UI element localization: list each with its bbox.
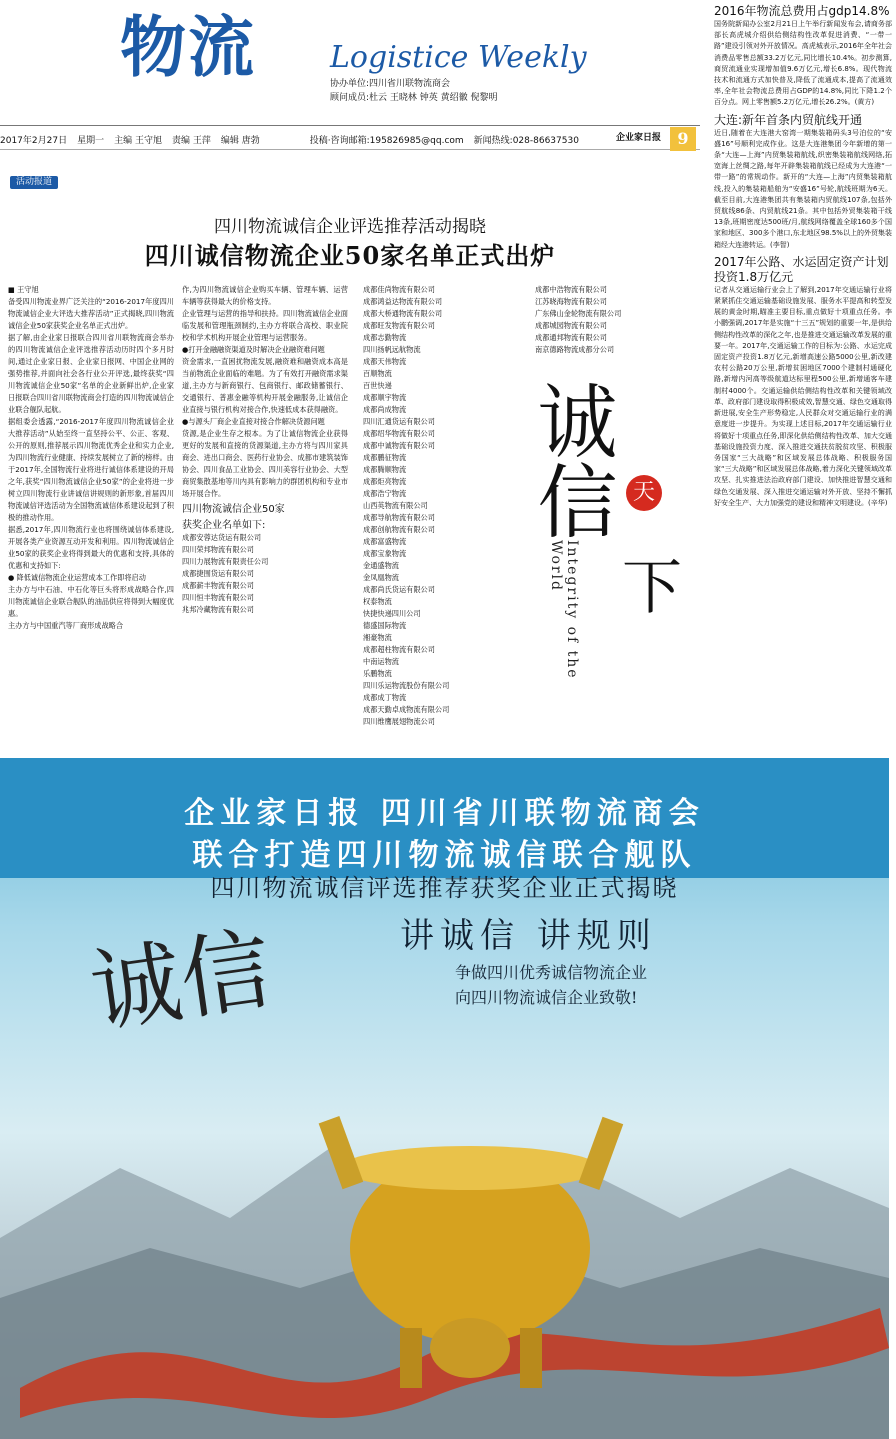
chief-editor: 主编 王守旭 [114, 136, 162, 146]
company-name: 成都大桥通物流有限公司 [363, 309, 443, 318]
company-name: 百世快递 [363, 381, 392, 390]
company-name: 成都城园物流有限公司 [535, 321, 607, 330]
page-number: 9 [670, 127, 696, 151]
company-list-b [363, 284, 473, 740]
calligraphy-chars: 诚信 [524, 380, 617, 540]
company-name: 成都绍华物流有限公司 [363, 429, 435, 438]
company-name: 成都安蓉达货运有限公司 [182, 533, 262, 542]
company-name: 成都创航物流有限公司 [363, 525, 435, 534]
company-name: 成都天伟物流 [363, 357, 407, 366]
article-headline: 四川诚信物流企业50家名单正式出炉 [144, 241, 556, 270]
company-name: 成都超柱物流有限公司 [363, 645, 435, 654]
news-body: 记者从交通运输行业会上了解到,2017年交通运输行业将紧紧抓住交通运输基础设施发展、服务水平提高和转型发展的黄金时期,瞄准主要目标,重点做好十项重点任务。李小鹏强调,2017年是实施“十三五”规划的重要一年,是供给侧结构性改革的深化之年,也是推进交通运输改革发展的重要一年。2017年,交通运输工作的目标为:公路、水运完成固定资产投资1.8万亿元,新增高速公路5000公里,新改建农村公路20万公里,新增贫困地区7000个建制村通硬化路,新增内河高等级航道达标里程500公里,新增通客车建制村4000个。交通运输供给侧结构性改革和关键领域改革、政府部门建设取得积极成效,智慧交通、绿色交通取得新进展,安全生产形势稳定,人民群众对交通运输行业的满意度进一步提升。为实现上述目标,2017年交通运输行业将做好十项重点任务,即深化供给侧结构性改革、加大交通基础设施投资力度、深入推进交通扶贫脱贫攻坚、积极服务国家“三大战略”和区域发展总体战略、积极服务国家“三大战略”和区域发展总体战略,着力深化关键领域改革攻坚、扎实推进法治政府部门建设、加快推进智慧交通和绿色交通发展、深入推进交通运输对外开放、坚持不懈抓好安全生产、大力加强党的建设和精神文明建设。(辛华) [714, 285, 892, 507]
company-name: 成都旺发物流有限公司 [363, 321, 435, 330]
company-name: 成都佳尚物流有限公司 [363, 285, 435, 294]
paragraph: 资金需求,一直困扰物流发展,融资难和融资成本高是当前物流企业面临的难题。为了有效打开融资需求渠道,主办方与新商银行、包商银行、邮政储蓄银行、交通银行、普惠金融等机构开展金融服务,让诚信企业直接与银行机构对接合作,快速低成本获得融资。 [182, 357, 348, 414]
byline: ■ 王守旭 [8, 285, 39, 294]
company-name: 成都薪丰物流有限公司 [182, 581, 254, 590]
paragraph: 据组委会透露,“2016-2017年度四川物流诚信企业大推荐活动”从始至终一直坚持公平、公正、客观、公开的原则,推荐展示四川物流优秀企业和实力企业,为四川物流行业健康、持续发展树立了新的榜样。由于2017年,全国物流行业将进行诚信体系建设的开局之年,获奖“四川物流诚信企业50家”的企业将进一步树立四川物流行业讲诚信讲规则的新形象,首届四川物流诚信评选活动为全国物流诚信体系建设起到了积极的推动作用。 [8, 417, 174, 522]
company-name: 四川扬帆远航物流 [363, 345, 421, 354]
dateline-bar [0, 130, 700, 150]
company-name: 成都中浩物流有限公司 [535, 285, 607, 294]
news-body: 国务院新闻办公室2月21日上午举行新闻发布会,请商务部部长高虎城介绍供给侧结构性改革促进消费、“一带一路”建设引领对外开放情况。高虎城表示,2016年全年社会消费品零售总额33.2万亿元,同比增长10.4%。初步测算,商贸流通业实现增加值9.6万亿元,增长6.8%。现代物流技术和流通方式加快普及,降低了流通成本,提高了流通效率,全年社会物流总费用占GDP的14.8%,同比下降1.2个百分点。网上零售额5.2万亿元,增长26.2%。(黄方) [714, 20, 892, 107]
company-name: 百顺物流 [363, 369, 392, 378]
masthead [0, 0, 700, 126]
news-body: 近日,随着在大连港大窑湾一期集装箱码头3号泊位的“安盛16”号顺利完成作业。这是大连港集团今年新增的第一条“大连—上海”内贸集装箱航线,织密集装箱航线网络,拓宽海上丝绸之路,每年开辟集装箱航线已经成为大连港“一带一路”的常规动作。新开的“大连—上海”内贸集装箱航线,投入的集装箱船舶为“安盛16”号轮,航线班期为6天。截至目前,大连港集团共有集装箱内贸航线107条,包括外贸航线86条、内贸航线21条。其中包括外贸集装箱干线13条,班期密度达500班/月,航线网络覆盖全球160多个国家和地区、300多个港口,东北地区98.5%以上的外贸集装箱经大连港转运。(李智) [714, 128, 892, 249]
company-name: 兆邦冷藏物流有限公司 [182, 605, 254, 614]
paragraph: 作,为四川物流诚信企业购买车辆、管理车辆、运营车辆等获得最大的价格支持。 [182, 285, 348, 306]
integrity-english: Integrity of the World [548, 540, 580, 680]
company-name: 山西英物流有限公司 [363, 501, 428, 510]
company-name: 快捷快递四川公司 [363, 609, 421, 618]
banner-line-6: 向四川物流诚信企业致敬! [455, 988, 638, 1007]
masthead-sponsor: 协办单位:四川省川联物流商会 [330, 79, 451, 89]
company-name: 成都尚氏货运有限公司 [363, 585, 435, 594]
paragraph: 企业管理与运营的指导和扶持。四川物流诚信企业面临发展和管理瓶颈制约,主办方将联合高校、职业院校和学术机构开展企业管理与运营服务。 [182, 309, 348, 342]
banner-line-2: 联合打造四川物流诚信联合舰队 [192, 838, 697, 873]
company-name: 乐鹏物流 [363, 669, 392, 678]
banner-line-5: 争做四川优秀诚信物流企业 [455, 963, 648, 982]
company-name: 江苏晓海物流有限公司 [535, 297, 607, 306]
company-name: 成都中诚物流有限公司 [363, 441, 435, 450]
company-name: 成都顺宇物流 [363, 393, 407, 402]
banner-line-3: 四川物流诚信评选推荐获奖企业正式揭晓 [210, 874, 679, 902]
company-name: 金通盛物流 [363, 561, 399, 570]
company-name: 四川恒丰物流有限公司 [182, 593, 254, 602]
company-name: 成都腾顺物流 [363, 465, 407, 474]
company-name: 成都富盛物流 [363, 537, 407, 546]
company-name: 四川乐运物流股份有限公司 [363, 681, 450, 690]
company-name: 成都捷围货运有限公司 [182, 569, 254, 578]
paragraph: 备受四川物流业界广泛关注的“2016-2017年度四川物流诚信企业大评选大推荐活动”正式揭晓,四川物流诚信企业50家获奖企业名单正式出炉。 [8, 297, 174, 330]
banner-calligraphy: 诚信 [84, 916, 278, 1046]
company-list-c [535, 284, 665, 364]
paragraph: ●与源头厂商企业直接对接合作解决货源问题 [182, 417, 325, 426]
paragraph: ● 降低诚信物流企业运营成本工作即将启动 [8, 573, 146, 582]
paper-name: 企业家日报 [616, 133, 662, 143]
company-name: 成都鸿益达物流有限公司 [363, 297, 443, 306]
layout-editor: 编辑 唐勃 [220, 136, 260, 146]
company-name: 成都尚成物流 [363, 405, 407, 414]
company-name: 权泰物流 [363, 597, 392, 606]
news-headline: 2016年物流总费用占gdp14.8% [714, 4, 890, 18]
company-name: 广东佛山金轮物流有限公司 [535, 309, 622, 318]
company-name: 德盛国际物流 [363, 621, 407, 630]
company-name: 成都成丁物流 [363, 693, 407, 702]
news-hotline: 新闻热线:028-86637530 [473, 136, 579, 146]
company-name: 金凤凰物流 [363, 573, 399, 582]
company-name: 四川荣邦物流有限公司 [182, 545, 254, 554]
news-headline: 大连:新年首条内贸航线开通 [714, 112, 863, 127]
company-name: 成都鹏征物流 [363, 453, 407, 462]
article-column-1 [8, 284, 174, 740]
paragraph: 据悉,2017年,四川物流行业也将围绕诚信体系建设,开展各类产业资源互动开发和利用。四川物流诚信企业50家的获奖企业将得到最大的优惠和支持,具体的优惠和支持如下: [8, 525, 174, 570]
company-list-a [182, 532, 348, 616]
article-column-2 [182, 284, 348, 740]
list-subtitle: 获奖企业名单如下: [182, 520, 266, 531]
company-name: 成都志勤物流 [363, 333, 407, 342]
company-name: 成都通邦物流有限公司 [535, 333, 607, 342]
xia-char: 下 [622, 553, 682, 623]
duty-editor: 责编 王萍 [171, 136, 211, 146]
company-name: 成都浩宁物流 [363, 489, 407, 498]
banner-slogan: 讲诚信 讲规则 [400, 916, 657, 956]
integrity-calligraphy [524, 380, 682, 710]
company-name: 成都天勤卓成物流有限公司 [363, 705, 450, 714]
issue-weekday: 星期一 [77, 136, 105, 146]
company-name: 成都宝象物流 [363, 549, 407, 558]
company-name: 成都导航物流有限公司 [363, 513, 435, 522]
company-name: 成都炬亮物流 [363, 477, 407, 486]
news-headline: 2017年公路、水运固定资产计划投资1.8万亿元 [714, 254, 889, 284]
paragraph: 货源,是企业生存之根本。为了让诚信物流企业获得更好的发展和直接的货源渠道,主办方将与四川家具商会、进出口商会、医药行业协会、成都市建筑装饰协会、四川食品工业协会、四川美容行业协会、大型商贸集散基地等川内具有影响力的群团机构和专业市场开展合作。 [182, 429, 348, 498]
masthead-logo: 物流 [120, 8, 256, 86]
company-name: 四川维鹰展翅物流公司 [363, 717, 435, 726]
tian-seal: 天 [626, 475, 662, 511]
list-title: 四川物流诚信企业50家 [182, 504, 285, 515]
mountains-and-cauldron-illustration [0, 1058, 889, 1439]
paragraph: 主办方与中石油、中石化等巨头将形成战略合作,四川物流诚信企业联合舰队的油品供应将得到大幅度优惠。 [8, 585, 174, 618]
article-subhead: 四川物流诚信企业评选推荐活动揭晓 [214, 217, 486, 237]
masthead-advisors: 顾问成员:杜云 王晓林 钟英 黄绍徽 倪黎明 [330, 93, 498, 103]
masthead-logo-english: Logistice Weekly [330, 40, 587, 75]
company-name: 南京德路物流成都分公司 [535, 345, 615, 354]
sidebar-news [714, 0, 892, 750]
banner-line-1: 企业家日报 四川省川联物流商会 [184, 796, 705, 831]
section-tag: 活动报道 [10, 176, 58, 189]
company-name: 四川汇通货运有限公司 [363, 417, 435, 426]
promo-banner [0, 758, 889, 1439]
paragraph: 据了解,由企业家日报联合四川省川联物流商会举办的四川物流诚信企业评选推荐活动历时四个多月时间,通过企业家日报、企业家日报网、中国企业网的强势推荐,并面向社会各行业公开评选,最终获奖“四川物流诚信企业50家”名单的企业新鲜出炉,企业家日报联合四川省川联物流商会打造的四川物流诚信企业联合舰队起航。 [8, 333, 174, 414]
company-name: 湘豪物流 [363, 633, 392, 642]
paragraph: ●打开金融融资渠道及时解决企业融资难问题 [182, 345, 325, 354]
contact-email: 投稿·咨询邮箱:195826985@qq.com [309, 136, 464, 146]
company-name: 四川力展物流有限责任公司 [182, 557, 269, 566]
paragraph: 主办方与中国重汽等厂商形成战略合 [8, 621, 124, 630]
issue-date: 2017年2月27日 [0, 136, 68, 146]
company-name: 中南运物流 [363, 657, 399, 666]
